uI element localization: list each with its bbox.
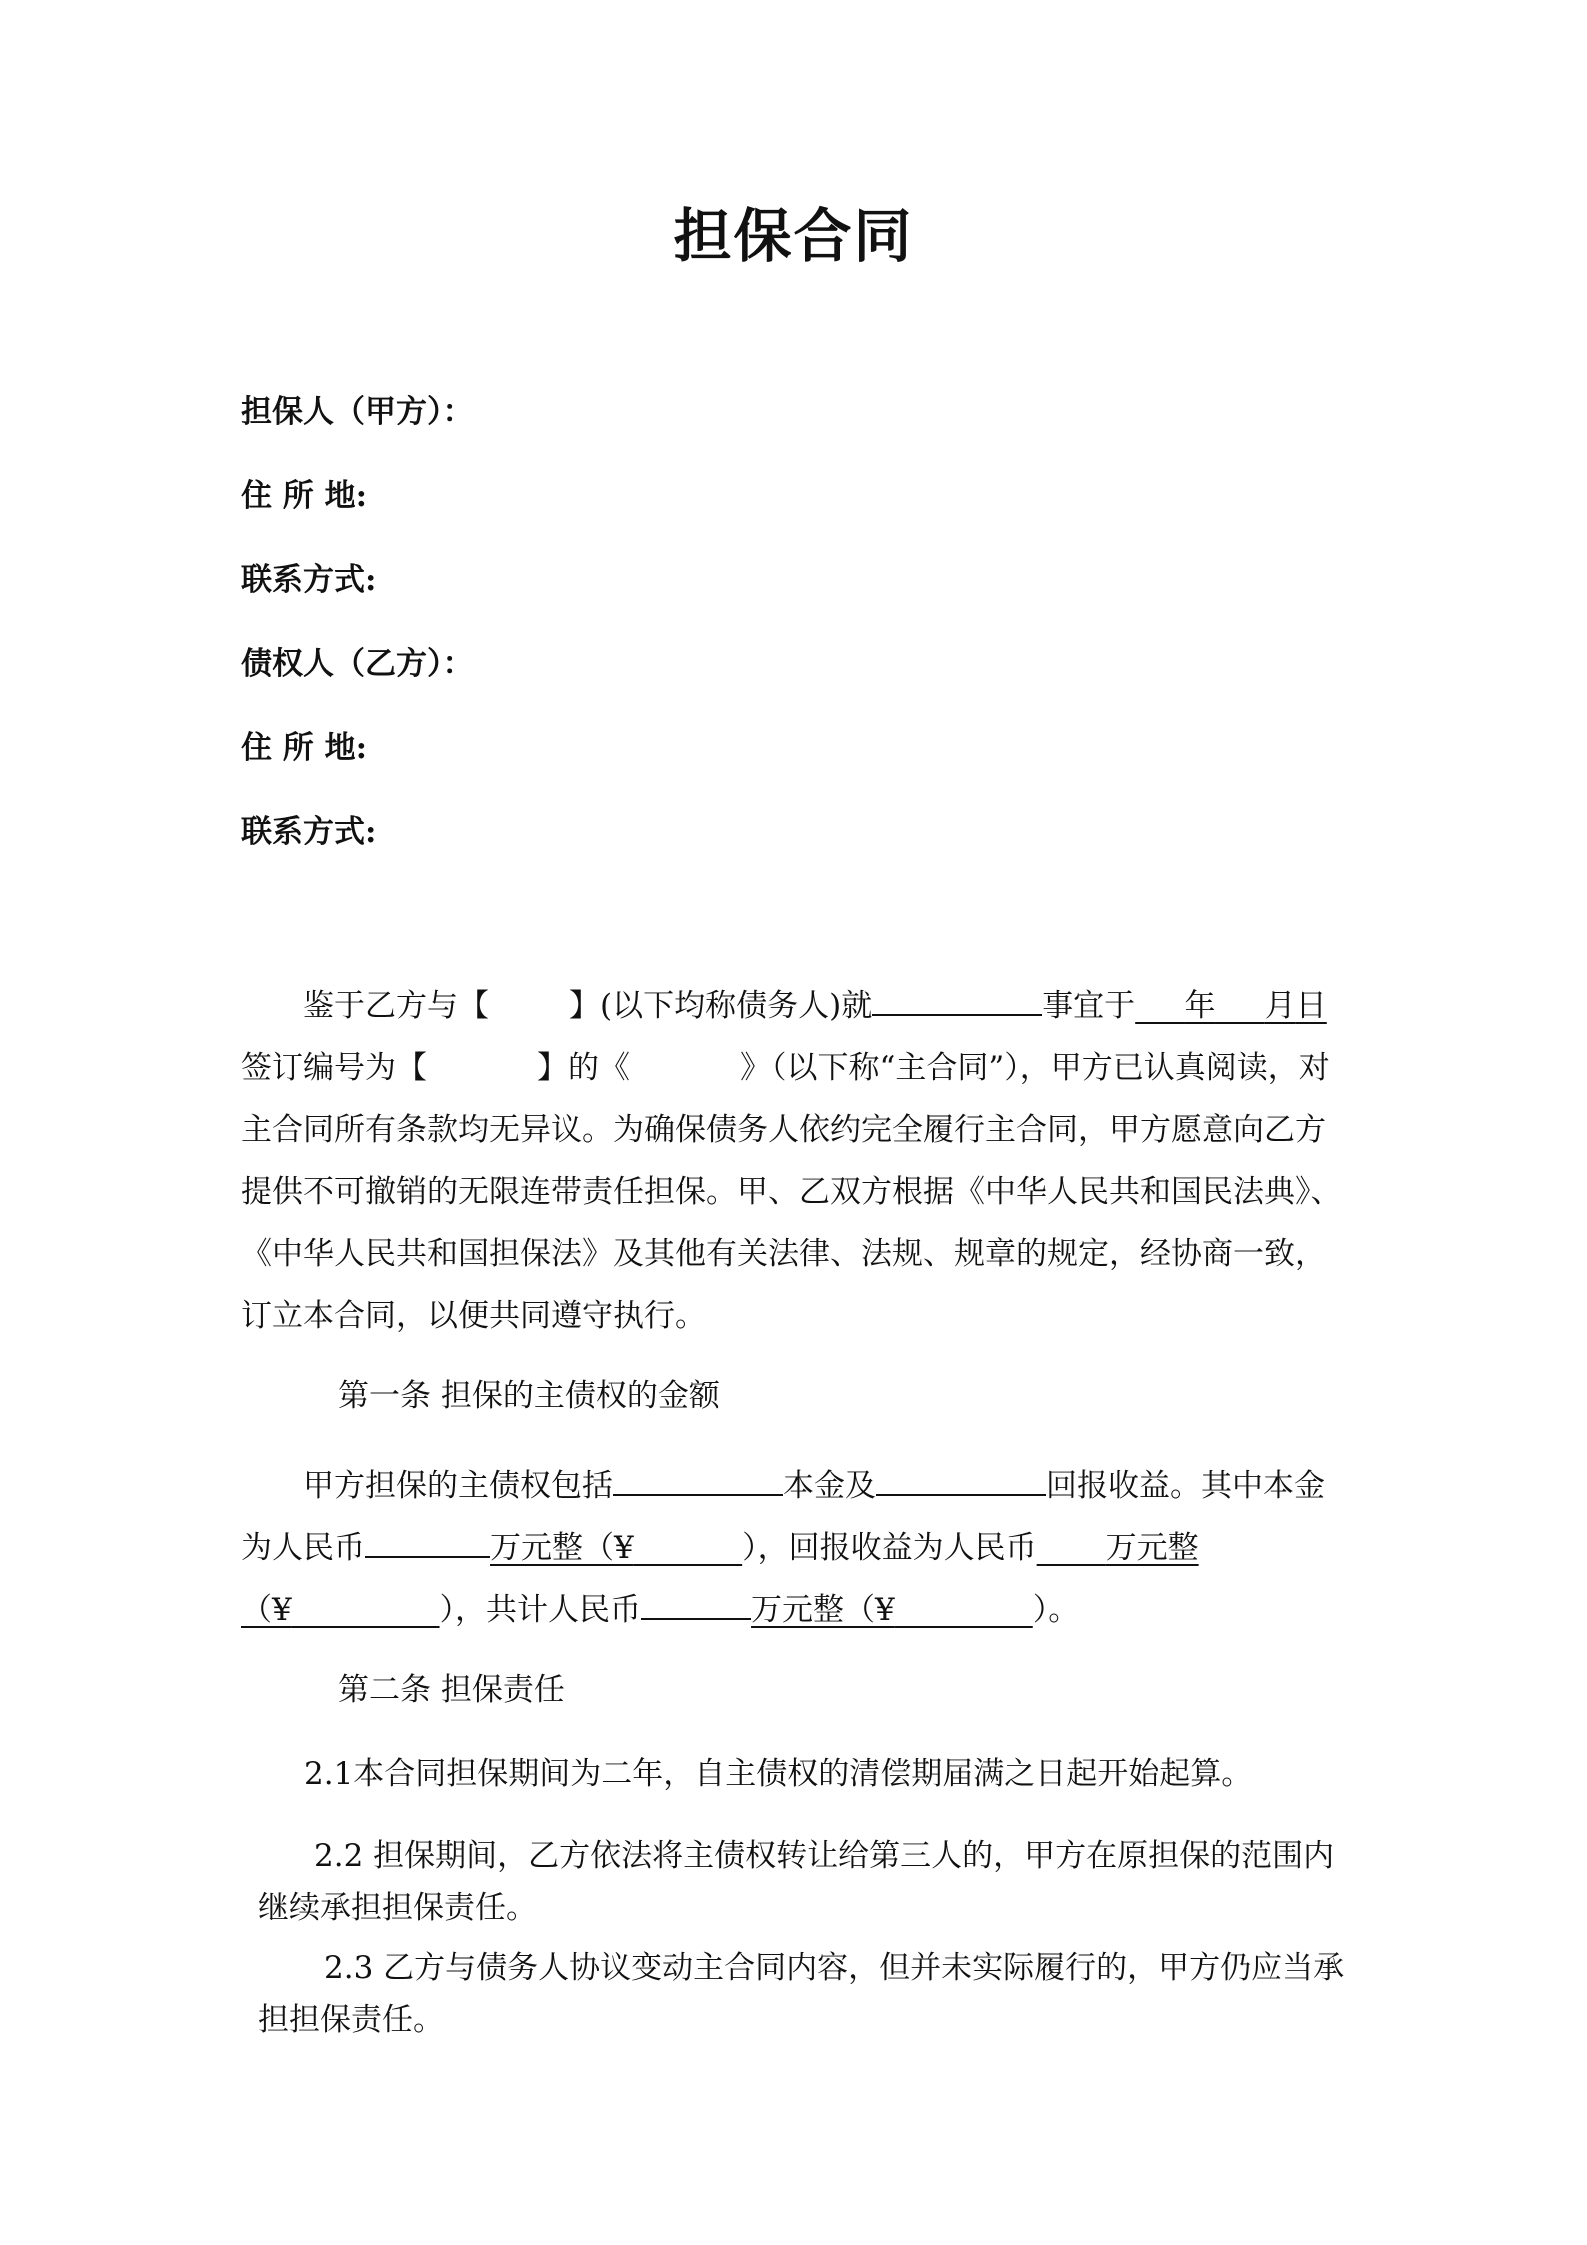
return-blank: [876, 1456, 1046, 1496]
intro-paragraph: [241, 975, 1353, 1347]
clause-2-2: 2.2 担保期间，乙方依法将主债权转让给第三人的，甲方在原担保的范围内继续承担担保责任。: [258, 1838, 1335, 1926]
return-amount-blank: 万元整: [1105, 1530, 1199, 1566]
total-yuan-blank: 万元整（¥: [751, 1592, 895, 1628]
clause-2-3: 2.3 乙方与债务人协议变动主合同内容，但并未实际履行的，甲方仍应当承担担保责任。: [258, 1950, 1345, 2038]
debtor-name-blank: [489, 978, 569, 1016]
principal-blank: [613, 1456, 783, 1496]
article1-heading: 第一条 担保的主债权的金额: [338, 1378, 720, 1414]
intro-text-1: 鉴于乙方与【: [303, 988, 489, 1024]
intro-text-9: 》（以下称“主合同”），甲方已认真阅读，对主合同所有条款均无异议。为确保债务人依约完全履行主合同，甲方愿意向乙方提供不可撤销的无限连带责任担保。甲、乙双方根据《中华人民共和国民法典》、《中华人民共和国担保法》及其他有关法律、法规、规章的规定，经协商一致，订立本合同，以便共同遵守执行。: [241, 1050, 1342, 1334]
return-yuan-blank: （¥: [241, 1592, 292, 1628]
intro-text-7: 签订编号为【: [241, 1050, 427, 1086]
document-title: 担保合同: [673, 202, 914, 270]
creditor-label: 债权人（乙方）：: [241, 646, 474, 682]
matter-blank: [872, 976, 1042, 1016]
contract-name-blank: [630, 1040, 740, 1078]
intro-text-8: 】的《: [537, 1050, 630, 1086]
total-amount-blank: [641, 1580, 751, 1620]
clause-2-1: 2.1本合同担保期间为二年，自主债权的清偿期届满之日起开始起算。: [304, 1756, 1253, 1792]
article1-text-8: ），共计人民币: [439, 1592, 642, 1628]
article1-text-10: ）。: [1032, 1592, 1080, 1628]
creditor-address-label: 住 所 地:: [241, 730, 368, 766]
year-label: 年: [1184, 988, 1216, 1024]
guarantor-contact-label: 联系方式:: [241, 562, 377, 598]
article1-text-1: 甲方担保的主债权包括: [303, 1468, 613, 1504]
contract-number-blank: [427, 1040, 537, 1078]
month-label: 月: [1264, 988, 1296, 1024]
guarantor-address-label: 住 所 地:: [241, 478, 368, 514]
day-label: 日: [1295, 988, 1327, 1024]
intro-text-2: 】(以下均称债务人)就: [569, 988, 873, 1024]
intro-text-3: 事宜于: [1042, 988, 1136, 1024]
article2-heading: 第二条 担保责任: [338, 1672, 565, 1708]
article1-text-5: ），回报收益为人民币: [742, 1530, 1037, 1566]
principal-yuan-label: 万元整（¥: [490, 1530, 634, 1566]
sign-date-blank: [1135, 988, 1327, 1024]
creditor-contact-label: 联系方式:: [241, 814, 377, 850]
guarantor-label: 担保人（甲方）：: [241, 394, 474, 430]
article1-text-2: 本金及: [783, 1468, 876, 1504]
principal-amount-blank: [365, 1518, 490, 1558]
article1-body: [241, 1455, 1353, 1641]
article1-text-3: 回报收益。其中本金为人民币: [241, 1468, 1325, 1566]
